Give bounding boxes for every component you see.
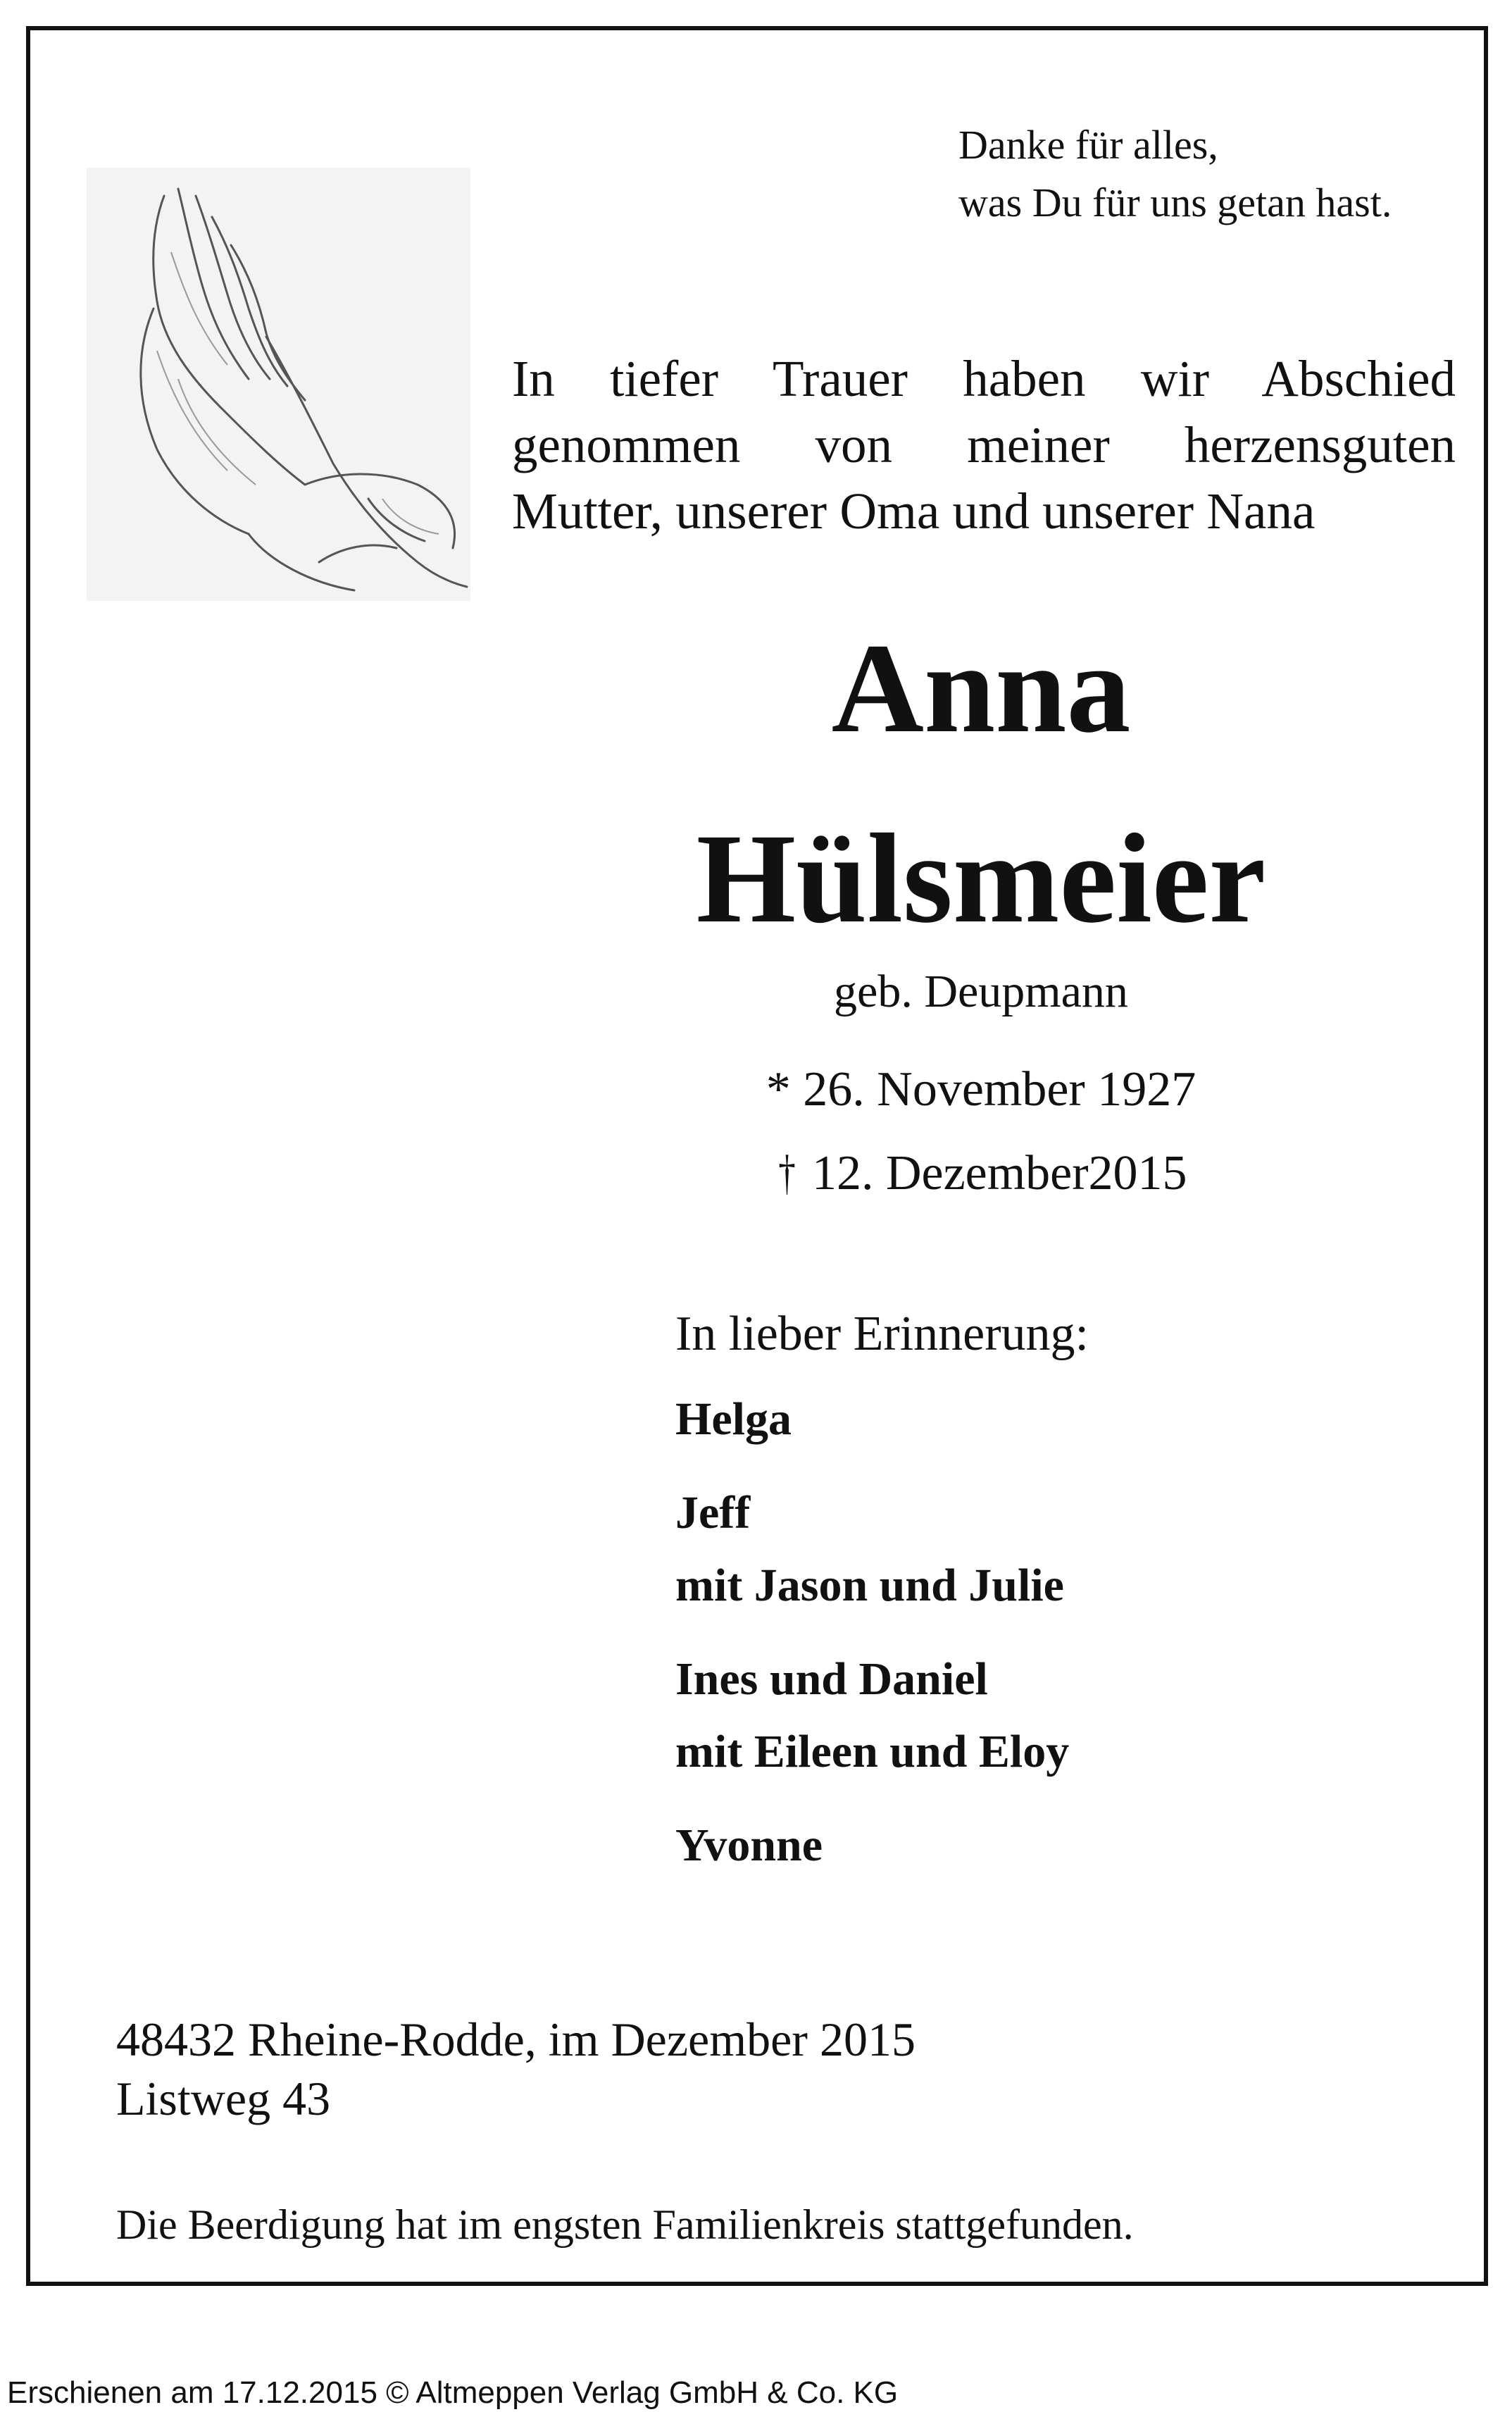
address-line: 48432 Rheine-Rodde, im Dezember 2015 xyxy=(116,2013,916,2066)
deceased-first-name: Anna xyxy=(831,618,1131,759)
memory-heading: In lieber Erinnerung: xyxy=(675,1307,1089,1361)
mourner-line: Ines und Daniel xyxy=(675,1653,988,1705)
death-date-line xyxy=(30,1141,1512,1206)
mourner-line: mit Eileen und Eloy xyxy=(675,1726,1070,1777)
motto-line: was Du für uns getan hast. xyxy=(958,180,1392,225)
mourner-line: mit Jason und Julie xyxy=(675,1560,1064,1611)
funeral-note: Die Beerdigung hat im engsten Familienkreis stattgefunden. xyxy=(116,2201,1134,2248)
birth-date: * 26. November 1927 xyxy=(766,1062,1197,1117)
obituary-frame xyxy=(26,26,1488,2286)
intro-line: genommen von meiner herzensguten xyxy=(512,416,1456,473)
mourner-group xyxy=(675,1477,1069,1622)
praying-hands-icon xyxy=(87,168,470,601)
mourner-group xyxy=(675,1809,1069,1882)
intro-text xyxy=(512,346,1456,545)
mourner-group xyxy=(675,1383,1069,1455)
intro-line: In tiefer Trauer haben wir Abschied xyxy=(512,350,1456,407)
address-line: Listweg 43 xyxy=(116,2072,331,2125)
mourner-line: Jeff xyxy=(675,1487,751,1538)
death-date: 12. Dezember2015 xyxy=(799,1146,1187,1200)
publication-footer: Erschienen am 17.12.2015 © Altmeppen Verlag GmbH & Co. KG xyxy=(7,2375,899,2410)
motto xyxy=(958,116,1392,232)
mourner-line: Yvonne xyxy=(675,1820,823,1871)
dagger-symbol: † xyxy=(778,1146,796,1200)
intro-line: Mutter, unserer Oma und unserer Nana xyxy=(512,483,1316,540)
mourners-list xyxy=(675,1383,1069,1903)
motto-line: Danke für alles, xyxy=(958,122,1218,168)
address xyxy=(116,2010,916,2128)
mourner-line: Helga xyxy=(675,1393,792,1445)
mourner-group xyxy=(675,1643,1069,1788)
deceased-last-name: Hülsmeier xyxy=(696,808,1266,950)
birth-name: geb. Deupmann xyxy=(834,966,1128,1017)
